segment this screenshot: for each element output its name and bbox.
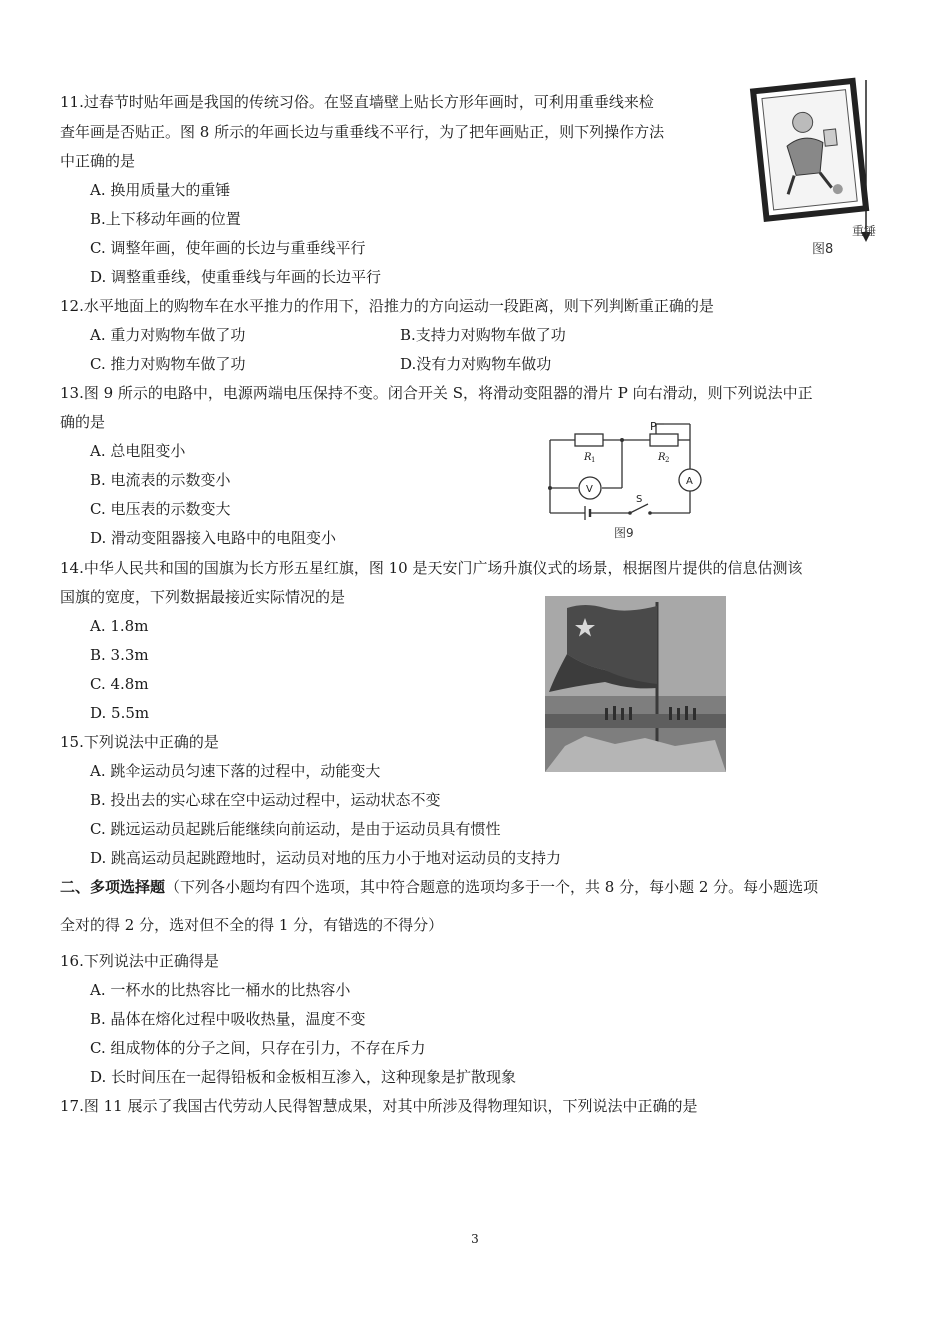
q12-option-d: D.没有力对购物车做功: [400, 355, 552, 373]
q11-stem-line-2: 查年画是否贴正。图 8 所示的年画长边与重垂线不平行，为了把年画贴正，则下列操作方法: [60, 123, 665, 141]
q11-option-c: C. 调整年画，使年画的长边与重垂线平行: [90, 239, 366, 257]
label-r1: R: [584, 452, 592, 463]
figure-10-drawing: [545, 596, 726, 772]
figure-10-flag-photo: [545, 596, 726, 772]
q15-option-b: B. 投出去的实心球在空中运动过程中，运动状态不变: [90, 791, 441, 809]
q11-stem-line-3: 中正确的是: [60, 152, 136, 170]
q13-option-d: D. 滑动变阻器接入电路中的电阻变小: [90, 529, 337, 547]
q15-stem: 15.下列说法中正确的是: [60, 733, 219, 751]
figure-8-caption: 图8: [812, 242, 834, 257]
q12-option-b: B.支持力对购物车做了功: [400, 326, 566, 344]
q13-stem-line-1: 13.图 9 所示的电路中，电源两端电压保持不变。闭合开关 S，将滑动变阻器的滑片 P 向右滑动，则下列说法中正: [60, 384, 813, 402]
q14-stem-line-2: 国旗的宽度，下列数据最接近实际情况的是: [60, 588, 346, 606]
ammeter-label: A: [686, 476, 693, 487]
label-p: P: [650, 420, 657, 433]
q17-stem: 17.图 11 展示了我国古代劳动人民得智慧成果，对其中所涉及得物理知识，下列说法中正确的是: [60, 1097, 698, 1115]
page-number: 3: [471, 1232, 479, 1246]
q12-stem: 12.水平地面上的购物车在水平推力的作用下，沿推力的方向运动一段距离，则下列判断重正确的是: [60, 297, 714, 315]
q15-option-c: C. 跳远运动员起跳后能继续向前运动，是由于运动员具有惯性: [90, 820, 501, 838]
q11-option-d: D. 调整重垂线，使重垂线与年画的长边平行: [90, 268, 382, 286]
voltmeter-label: V: [586, 484, 593, 495]
q13-stem-line-2: 确的是: [60, 413, 106, 431]
q14-option-a: A. 1.8m: [90, 617, 149, 635]
q14-option-c: C. 4.8m: [90, 675, 149, 693]
q16-option-c: C. 组成物体的分子之间，只存在引力，不存在斥力: [90, 1039, 426, 1057]
figure-9-drawing: [540, 418, 720, 548]
section-2-desc-line-1: （下列各小题均有四个选项，其中符合题意的选项均多于一个，共 8 分，每小题 2 分。每小题选项: [165, 878, 819, 896]
q14-stem-line-1: 14.中华人民共和国的国旗为长方形五星红旗，图 10 是天安门广场升旗仪式的场景，根据图片提供的信息估测该: [60, 559, 803, 577]
q14-option-b: B. 3.3m: [90, 646, 149, 664]
label-r1-sub: 1: [591, 456, 596, 464]
q13-option-b: B. 电流表的示数变小: [90, 471, 231, 489]
q11-stem-line-1: 11.过春节时贴年画是我国的传统习俗。在竖直墙壁上贴长方形年画时，可利用重垂线来检: [60, 93, 654, 111]
q13-option-a: A. 总电阻变小: [90, 442, 186, 460]
label-r2-sub: 2: [665, 456, 670, 464]
q11-option-a: A. 换用质量大的重锤: [90, 181, 231, 199]
q15-option-a: A. 跳伞运动员匀速下落的过程中，动能变大: [90, 762, 381, 780]
q11-option-b: B.上下移动年画的位置: [90, 210, 241, 228]
q12-option-c: C. 推力对购物车做了功: [90, 355, 246, 373]
section-2-heading: [60, 877, 818, 897]
q16-stem: 16.下列说法中正确得是: [60, 952, 219, 970]
section-2-desc-line-2: 全对的得 2 分，选对但不全的得 1 分，有错选的不得分）: [60, 916, 444, 934]
figure-9-circuit: [540, 418, 720, 548]
q16-option-b: B. 晶体在熔化过程中吸收热量，温度不变: [90, 1010, 366, 1028]
figure-9-caption: 图9: [614, 526, 634, 540]
section-2-title: 二、多项选择题: [60, 878, 166, 896]
q12-option-a: A. 重力对购物车做了功: [90, 326, 246, 344]
q15-option-d: D. 跳高运动员起跳蹬地时，运动员对地的压力小于地对运动员的支持力: [90, 849, 562, 867]
switch-label: S: [636, 494, 643, 505]
q16-option-d: D. 长时间压在一起得铅板和金板相互渗入，这种现象是扩散现象: [90, 1068, 517, 1086]
q13-option-c: C. 电压表的示数变大: [90, 500, 231, 518]
q14-option-d: D. 5.5m: [90, 704, 150, 722]
q16-option-a: A. 一杯水的比热容比一桶水的比热容小: [90, 981, 351, 999]
label-r2: R: [658, 452, 666, 463]
figure-8-weight-label: 重锤: [852, 224, 877, 238]
